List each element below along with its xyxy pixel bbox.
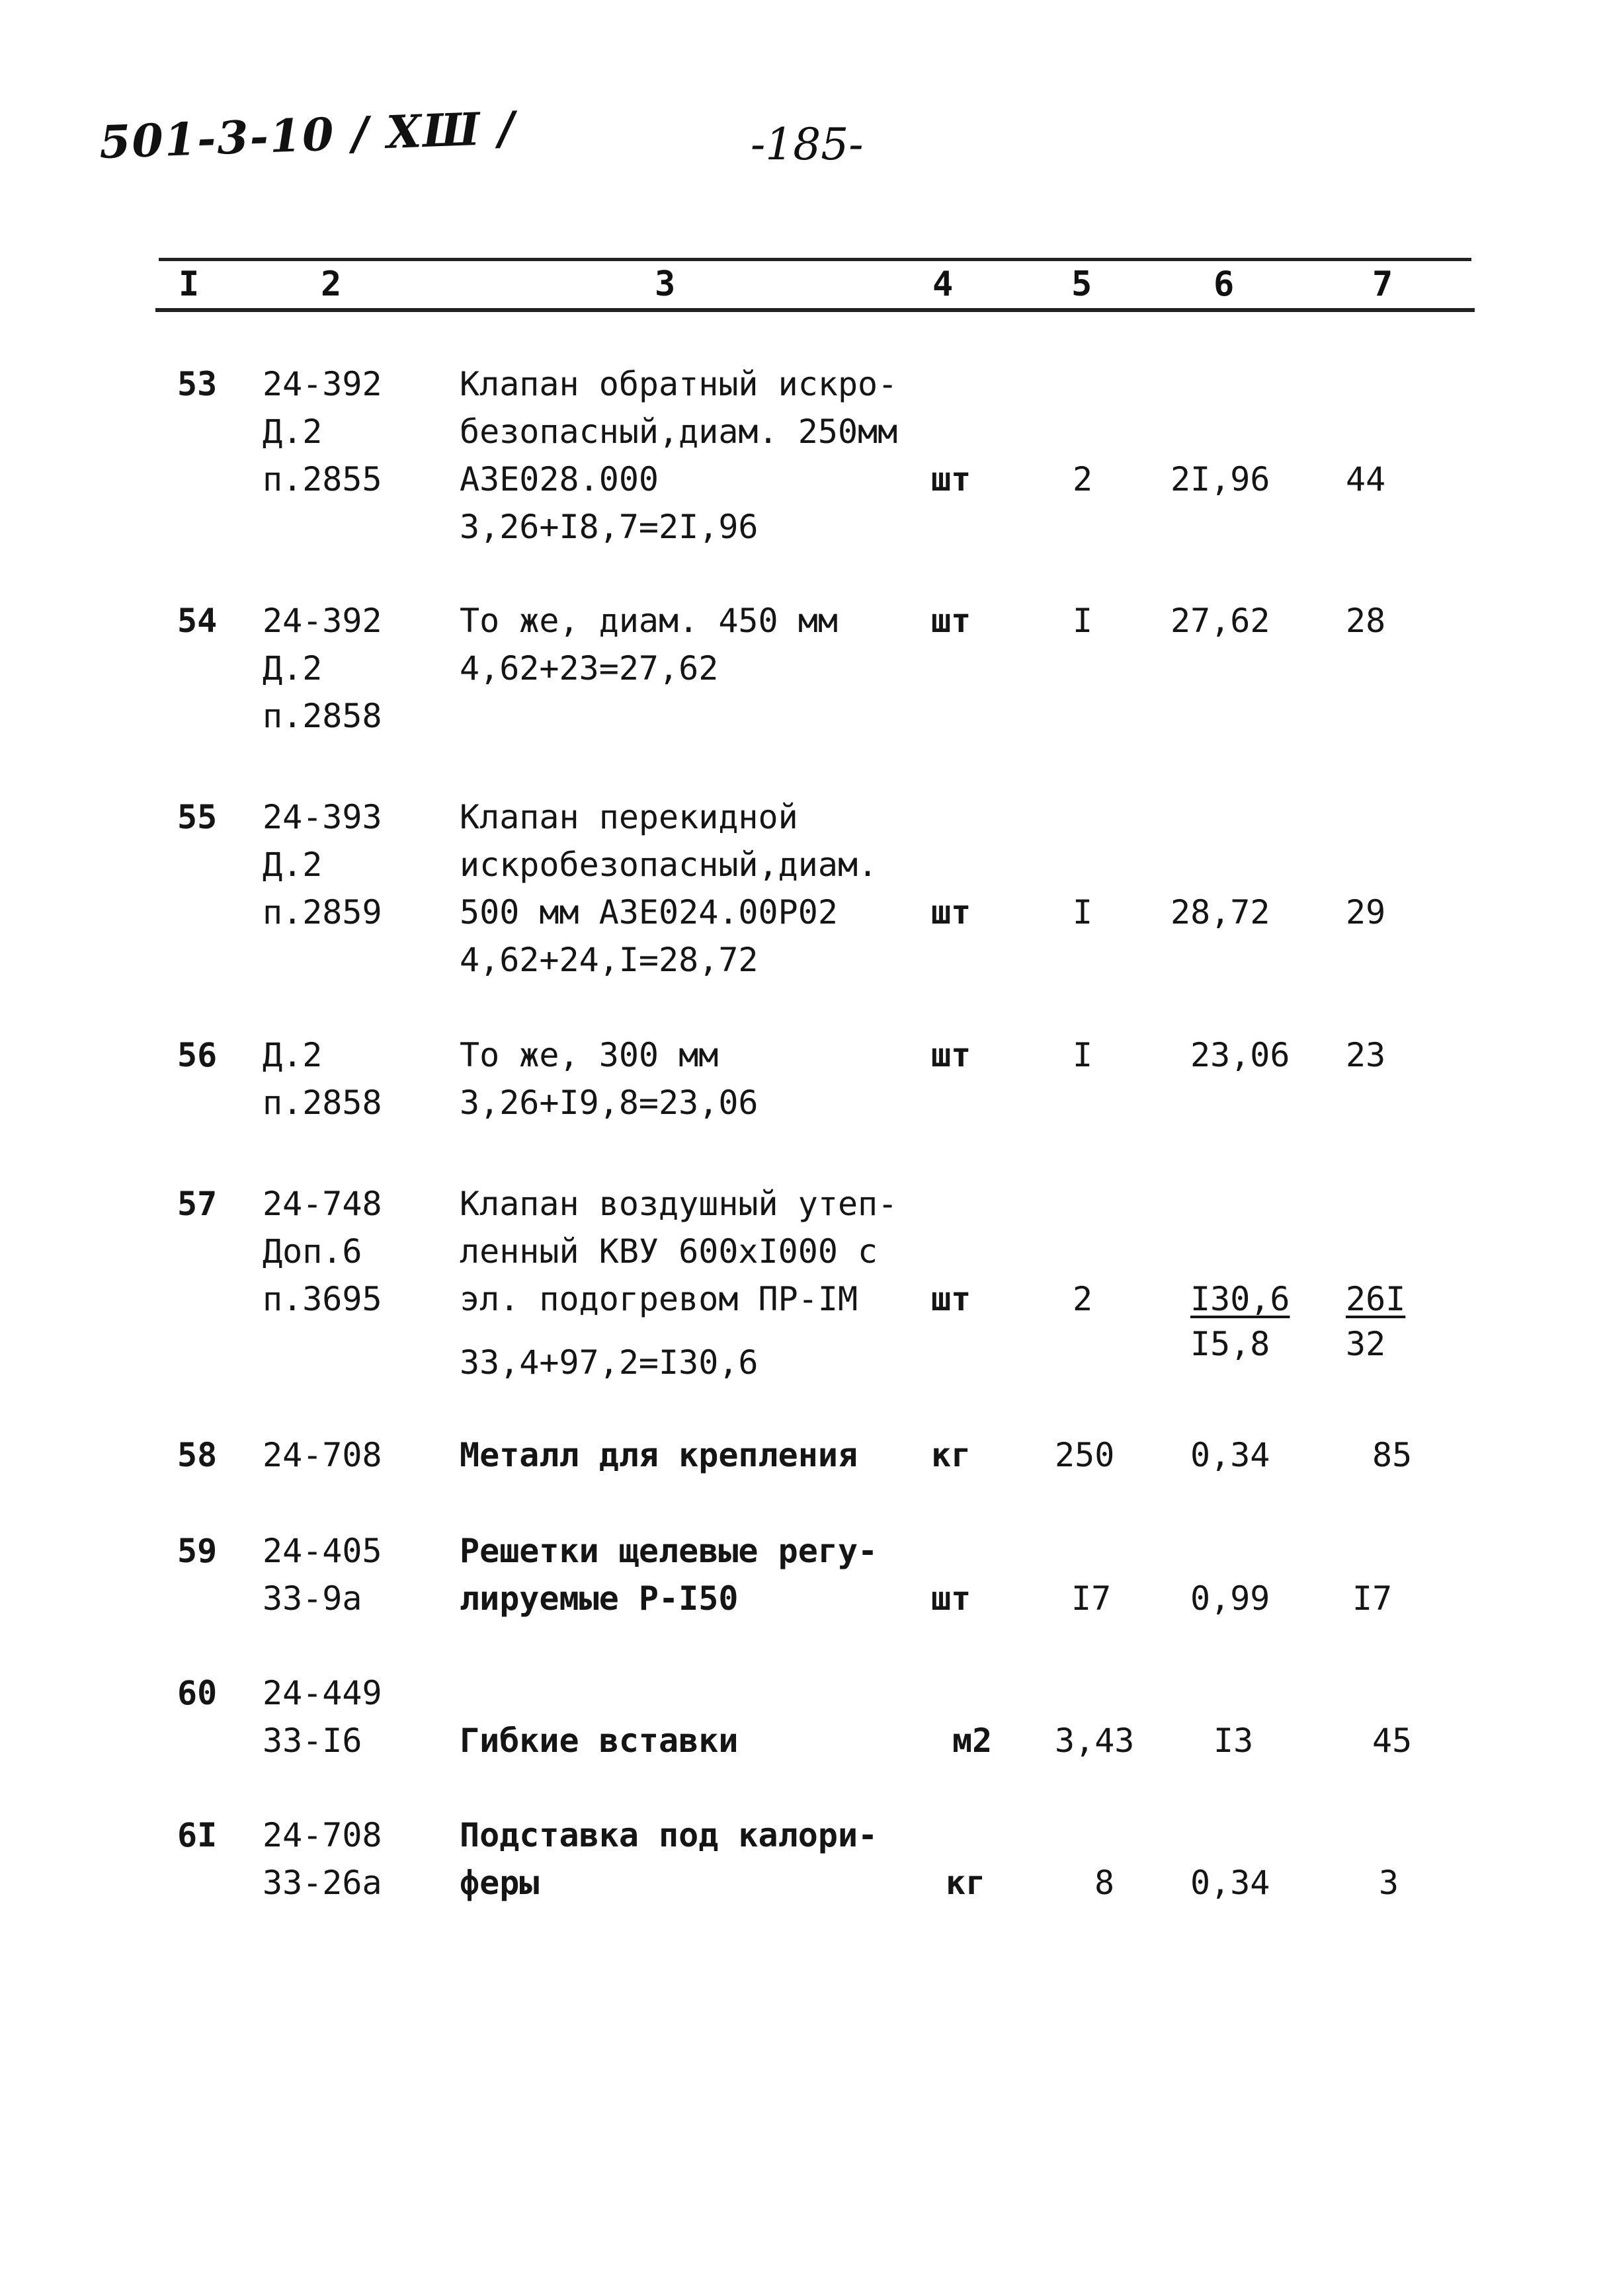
column-header-4: 4 xyxy=(932,264,954,304)
item-description: Клапан перекидной xyxy=(460,798,798,836)
unit-price: 28,72 xyxy=(1170,893,1270,931)
norm-code: п.2858 xyxy=(263,697,382,735)
unit: м2 xyxy=(952,1722,993,1760)
norm-code: 24-392 xyxy=(263,365,382,403)
norm-code: 24-748 xyxy=(263,1185,382,1223)
item-description: Подставка под калори- xyxy=(460,1816,878,1854)
norm-code: 24-449 xyxy=(263,1674,382,1712)
norm-code: 24-708 xyxy=(263,1816,382,1854)
quantity: I xyxy=(1073,602,1093,640)
table-top-rule xyxy=(159,258,1471,261)
item-description: То же, 300 мм xyxy=(460,1036,719,1074)
norm-code: 33-9а xyxy=(263,1579,362,1618)
norm-code: п.2859 xyxy=(263,893,382,931)
item-description: То же, диам. 450 мм xyxy=(460,602,838,640)
unit-price: 27,62 xyxy=(1170,602,1270,640)
row-number: 58 xyxy=(177,1436,218,1474)
item-description: Клапан воздушный утеп- xyxy=(460,1185,898,1223)
item-description: 3,26+I9,8=23,06 xyxy=(460,1084,759,1122)
row-number: 56 xyxy=(177,1036,218,1074)
item-description: Гибкие вставки xyxy=(460,1722,739,1760)
norm-code: Д.2 xyxy=(263,413,323,451)
norm-code: п.2858 xyxy=(263,1084,382,1122)
row-number: 53 xyxy=(177,365,218,403)
total: 44 xyxy=(1346,460,1386,498)
unit-price-secondary: I5,8 xyxy=(1190,1325,1270,1363)
row-number: 57 xyxy=(177,1185,218,1223)
unit: шт xyxy=(931,1036,971,1074)
item-description: искробезопасный,диам. xyxy=(460,846,878,884)
unit: шт xyxy=(931,1579,971,1618)
quantity: I xyxy=(1073,893,1093,931)
page-number: -185- xyxy=(751,119,864,170)
column-header-7: 7 xyxy=(1372,264,1393,304)
unit: кг xyxy=(946,1864,986,1902)
quantity: 2 xyxy=(1073,460,1093,498)
norm-code: 24-393 xyxy=(263,798,382,836)
column-header-6: 6 xyxy=(1213,264,1235,304)
unit: шт xyxy=(931,893,971,931)
unit-price: I30,6 xyxy=(1190,1280,1290,1318)
norm-code: 24-405 xyxy=(263,1532,382,1570)
norm-code: Доп.6 xyxy=(263,1232,362,1271)
item-description: лируемые Р-I50 xyxy=(460,1579,739,1618)
total: I7 xyxy=(1352,1579,1393,1618)
item-description: Металл для крепления xyxy=(460,1436,858,1474)
total-secondary: 32 xyxy=(1346,1325,1386,1363)
quantity: 3,43 xyxy=(1055,1722,1135,1760)
column-header-2: 2 xyxy=(321,264,342,304)
quantity: 2 xyxy=(1073,1280,1093,1318)
unit-price: 2I,96 xyxy=(1170,460,1270,498)
total: 26I xyxy=(1346,1280,1406,1318)
item-description: эл. подогревом ПР-IМ xyxy=(460,1280,858,1318)
quantity: I xyxy=(1073,1036,1093,1074)
item-description: феры xyxy=(460,1864,540,1902)
total: 28 xyxy=(1346,602,1386,640)
norm-code: Д.2 xyxy=(263,1036,323,1074)
item-description: 4,62+23=27,62 xyxy=(460,649,719,688)
row-number: 55 xyxy=(177,798,218,836)
table-header-rule xyxy=(155,308,1475,312)
unit: шт xyxy=(931,1280,971,1318)
column-header-3: 3 xyxy=(655,264,676,304)
unit-price: 23,06 xyxy=(1190,1036,1290,1074)
row-number: 6I xyxy=(177,1816,218,1854)
item-description: АЗЕ028.000 xyxy=(460,460,659,498)
unit: кг xyxy=(931,1436,971,1474)
total: 45 xyxy=(1372,1722,1413,1760)
quantity: I7 xyxy=(1071,1579,1112,1618)
column-header-1: I xyxy=(179,264,200,304)
item-description: 4,62+24,I=28,72 xyxy=(460,941,759,979)
unit-price: 0,99 xyxy=(1190,1579,1270,1618)
total: 3 xyxy=(1379,1864,1399,1902)
item-description: 33,4+97,2=I30,6 xyxy=(460,1343,759,1382)
unit: шт xyxy=(931,602,971,640)
quantity: 8 xyxy=(1094,1864,1115,1902)
item-description: ленный КВУ 600хI000 с xyxy=(460,1232,878,1271)
total: 23 xyxy=(1346,1036,1386,1074)
row-number: 54 xyxy=(177,602,218,640)
total: 29 xyxy=(1346,893,1386,931)
unit-price: 0,34 xyxy=(1190,1436,1270,1474)
unit-price: 0,34 xyxy=(1190,1864,1270,1902)
unit: шт xyxy=(931,460,971,498)
item-description: 3,26+I8,7=2I,96 xyxy=(460,508,759,546)
column-header-5: 5 xyxy=(1071,264,1092,304)
item-description: безопасный,диам. 250мм xyxy=(460,413,898,451)
norm-code: Д.2 xyxy=(263,846,323,884)
total: 85 xyxy=(1372,1436,1413,1474)
item-description: Решетки щелевые регу- xyxy=(460,1532,878,1570)
norm-code: 24-392 xyxy=(263,602,382,640)
norm-code: п.2855 xyxy=(263,460,382,498)
document-code: 501-3-10 / ХШ / xyxy=(98,102,517,169)
item-description: 500 мм АЗЕ024.00Р02 xyxy=(460,893,838,931)
norm-code: 33-I6 xyxy=(263,1722,362,1760)
item-description: Клапан обратный искро- xyxy=(460,365,898,403)
quantity: 250 xyxy=(1055,1436,1115,1474)
row-number: 60 xyxy=(177,1674,218,1712)
unit-price: I3 xyxy=(1213,1722,1254,1760)
norm-code: 24-708 xyxy=(263,1436,382,1474)
norm-code: п.3695 xyxy=(263,1280,382,1318)
norm-code: 33-26а xyxy=(263,1864,382,1902)
row-number: 59 xyxy=(177,1532,218,1570)
norm-code: Д.2 xyxy=(263,649,323,688)
